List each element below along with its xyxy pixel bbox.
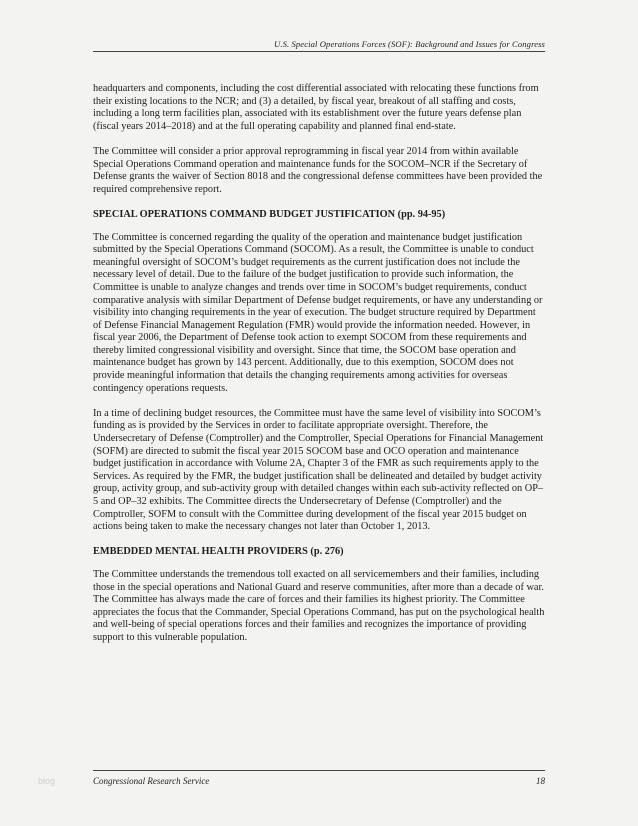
section-heading-budget-justification: SPECIAL OPERATIONS COMMAND BUDGET JUSTIFICATION (pp. 94-95)	[93, 208, 446, 220]
paragraph-2: The Committee will consider a prior approval reprogramming in fiscal year 2014 from within available Special Operations Command operation and maintenance funds for the SOCOM–NCR if the Secretary of Defense grants the waiver of Section 8018 and the congressional defense committees have been provided the required comprehensive report.	[93, 145, 543, 195]
page-number: 18	[536, 776, 545, 786]
header-rule	[93, 51, 545, 52]
paragraph-3: The Committee is concerned regarding the quality of the operation and maintenance budget justification submitted by the Special Operations Command (SOCOM). As a result, the Committee is unable to conduct meaningful oversight of SOCOM’s budget requirements as the current justification does not include the necessary level of detail. Due to the failure of the budget justification to provide such information, the Committee is unable to analyze changes and trends over time in SOCOM’s budget requirements, conduct comparative analysis with similar Department of Defense budget requirements, or have any understanding or visibility into changing requirements in the year of execution. The budget structure required by Department of Defense Financial Management Regulation (FMR) would provide the information needed. However, in fiscal year 2006, the Department of Defense took action to exempt SOCOM from these requirements and thereby limited congressional visibility and oversight. Since that time, the SOCOM base operation and maintenance budget has grown by 143 percent. Additionally, due to this exemption, SOCOM does not provide meaningful information that details the changing requirements among activities for overseas contingency operations requests.	[93, 231, 543, 394]
body-text	[93, 83, 545, 657]
paragraph-4: In a time of declining budget resources, the Committee must have the same level of visibility into SOCOM’s funding as is provided by the Services in order to facilitate appropriate oversight. Therefore, the Undersecretary of Defense (Comptroller) and the Comptroller, Special Operations for Financial Management (SOFM) are directed to submit the fiscal year 2015 SOCOM base and OCO operation and maintenance budget justification in accordance with Volume 2A, Chapter 3 of the FMR as such requirements apply to the Services. As required by the FMR, the budget justification shall be delineated and detailed by budget activity group, activity group, and sub-activity group with detailed changes within each sub-activity reflected on OP–5 and OP–32 exhibits. The Committee directs the Undersecretary of Defense (Comptroller) and the Comptroller, SOFM to consult with the Committee during development of the fiscal year 2015 budget on actions being taken to make the necessary changes not later than October 1, 2013.	[93, 407, 544, 533]
running-header: U.S. Special Operations Forces (SOF): Background and Issues for Congress	[274, 39, 545, 49]
paragraph-1: headquarters and components, including the cost differential associated with relocating these functions from their existing locations to the NCR; and (3) a detailed, by fiscal year, breakout of all staffing and costs, including a long term facilities plan, associated with its establishment over the future years defense plan (fiscal years 2014–2018) and at the full operating capability and planned final end-state.	[93, 83, 539, 132]
paragraph-5: The Committee understands the tremendous toll exacted on all servicemembers and their families, including those in the special operations and National Guard and reserve communities, after more than a decade of war. The Committee has always made the care of forces and their families its highest priority. The Committee appreciates the focus that the Commander, Special Operations Command, has put on the psychological health and well-being of special operations forces and their families and recognizes the importance of providing support to this vulnerable population.	[93, 568, 545, 643]
footer-source: Congressional Research Service	[93, 776, 210, 786]
section-heading-mental-health: EMBEDDED MENTAL HEALTH PROVIDERS (p. 276)	[93, 546, 344, 558]
watermark-text: blog	[38, 776, 56, 786]
footer-rule	[93, 770, 545, 771]
